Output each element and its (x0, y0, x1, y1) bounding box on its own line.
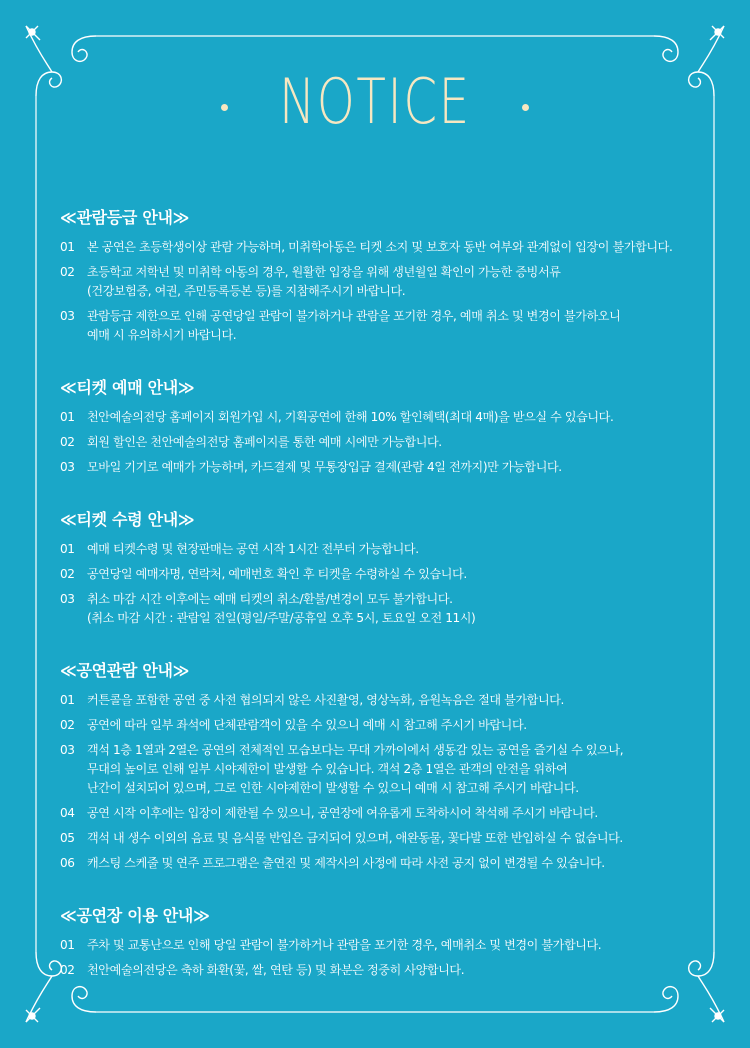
item-text: 공연 시작 이후에는 입장이 제한될 수 있으니, 공연장에 여유롭게 도착하시어 착석해 주시기 바랍니다. (87, 806, 598, 820)
item-number: 02 (60, 567, 75, 581)
title-dot-right (522, 104, 529, 111)
section-heading: ≪공연관람 안내≫ (60, 661, 190, 680)
notice-item (60, 716, 720, 735)
notice-item (60, 691, 720, 710)
item-text: 천안예술의전당은 축하 화환(꽃, 쌀, 연탄 등) 및 화분은 정중히 사양합니다. (87, 963, 465, 977)
item-number: 03 (60, 743, 75, 757)
item-number: 01 (60, 542, 75, 556)
page-title (0, 62, 750, 142)
item-text: 객석 내 생수 이외의 음료 및 음식물 반입은 금지되어 있으며, 애완동물, 꽃다발 또한 반입하실 수 없습니다. (87, 831, 623, 845)
item-number: 03 (60, 460, 75, 474)
item-number: 06 (60, 856, 75, 870)
notice-item (60, 804, 720, 823)
notice-item (60, 307, 720, 345)
title-dot-left (221, 104, 228, 111)
section-heading: ≪티켓 수령 안내≫ (60, 510, 195, 529)
notice-item (60, 540, 720, 559)
item-text: 모바일 기기로 예매가 가능하며, 카드결제 및 무통장입금 결제(관람 4일 전까지)만 가능합니다. (87, 460, 562, 474)
item-number: 01 (60, 938, 75, 952)
notice-item (60, 590, 720, 628)
item-text: 객석 1층 1열과 2열은 공연의 전체적인 모습보다는 무대 가까이에서 생동감 있는 공연을 즐기실 수 있으나, 무대의 높이로 인해 일부 시야제한이 발생할 수 있습니다. 객석 2층 1열은 관객의 안전을 위하여 난간이 설치되어 있으며, 그로 인한 시야제한이 발생할 수 있으니 예매 시 참고해 주시기 바랍니다. (87, 743, 624, 795)
item-text: 취소 마감 시간 이후에는 예매 티켓의 취소/환불/변경이 모두 불가합니다. (취소 마감 시간 : 관람일 전일(평일/주말/공휴일 오후 5시, 토요일 오전 11시) (87, 592, 476, 625)
section-heading: ≪관람등급 안내≫ (60, 208, 190, 227)
notice-section (60, 903, 720, 980)
item-number: 04 (60, 806, 75, 820)
notice-item (60, 854, 720, 873)
item-text: 회원 할인은 천안예술의전당 홈페이지를 통한 예매 시에만 가능합니다. (87, 435, 442, 449)
item-number: 01 (60, 693, 75, 707)
notice-section (60, 507, 720, 628)
section-heading: ≪티켓 예매 안내≫ (60, 378, 195, 397)
item-text: 예매 티켓수령 및 현장판매는 공연 시작 1시간 전부터 가능합니다. (87, 542, 419, 556)
item-number: 02 (60, 718, 75, 732)
item-number: 02 (60, 265, 75, 279)
title-text: NOTICE (279, 65, 471, 138)
item-text: 공연당일 예매자명, 연락처, 예매번호 확인 후 티켓을 수령하실 수 있습니다. (87, 567, 467, 581)
item-number: 01 (60, 240, 75, 254)
notice-item (60, 565, 720, 584)
notice-item (60, 936, 720, 955)
item-number: 05 (60, 831, 75, 845)
notice-item (60, 458, 720, 477)
item-number: 02 (60, 435, 75, 449)
notice-item (60, 433, 720, 452)
item-text: 주차 및 교통난으로 인해 당일 관람이 불가하거나 관람을 포기한 경우, 예매취소 및 변경이 불가합니다. (87, 938, 602, 952)
item-text: 천안예술의전당 홈페이지 회원가입 시, 기획공연에 한해 10% 할인혜택(최대 4매)을 받으실 수 있습니다. (87, 410, 614, 424)
notice-item (60, 741, 720, 798)
notice-item (60, 829, 720, 848)
item-number: 02 (60, 963, 75, 977)
notice-item (60, 238, 720, 257)
item-number: 03 (60, 592, 75, 606)
item-text: 공연에 따라 일부 좌석에 단체관람객이 있을 수 있으니 예매 시 참고해 주시기 바랍니다. (87, 718, 527, 732)
item-text: 본 공연은 초등학생이상 관람 가능하며, 미취학아동은 티켓 소지 및 보호자 동반 여부와 관계없이 입장이 불가합니다. (87, 240, 673, 254)
item-text: 캐스팅 스케줄 및 연주 프로그램은 출연진 및 제작사의 사정에 따라 사전 공지 없이 변경될 수 있습니다. (87, 856, 605, 870)
notice-section (60, 375, 720, 477)
notice-item (60, 961, 720, 980)
item-number: 03 (60, 309, 75, 323)
item-number: 01 (60, 410, 75, 424)
item-text: 초등학교 저학년 및 미취학 아동의 경우, 원활한 입장을 위해 생년월일 확인이 가능한 증빙서류 (건강보험증, 여권, 주민등록등본 등)를 지참해주시기 바랍니다. (87, 265, 561, 298)
notice-content (60, 205, 720, 1010)
notice-item (60, 408, 720, 427)
notice-item (60, 263, 720, 301)
notice-section (60, 205, 720, 345)
section-heading: ≪공연장 이용 안내≫ (60, 906, 210, 925)
notice-section (60, 658, 720, 873)
item-text: 관람등급 제한으로 인해 공연당일 관람이 불가하거나 관람을 포기한 경우, 예매 취소 및 변경이 불가하오니 예매 시 유의하시기 바랍니다. (87, 309, 621, 342)
item-text: 커튼콜을 포함한 공연 중 사전 협의되지 않은 사진촬영, 영상녹화, 음원녹음은 절대 불가합니다. (87, 693, 564, 707)
